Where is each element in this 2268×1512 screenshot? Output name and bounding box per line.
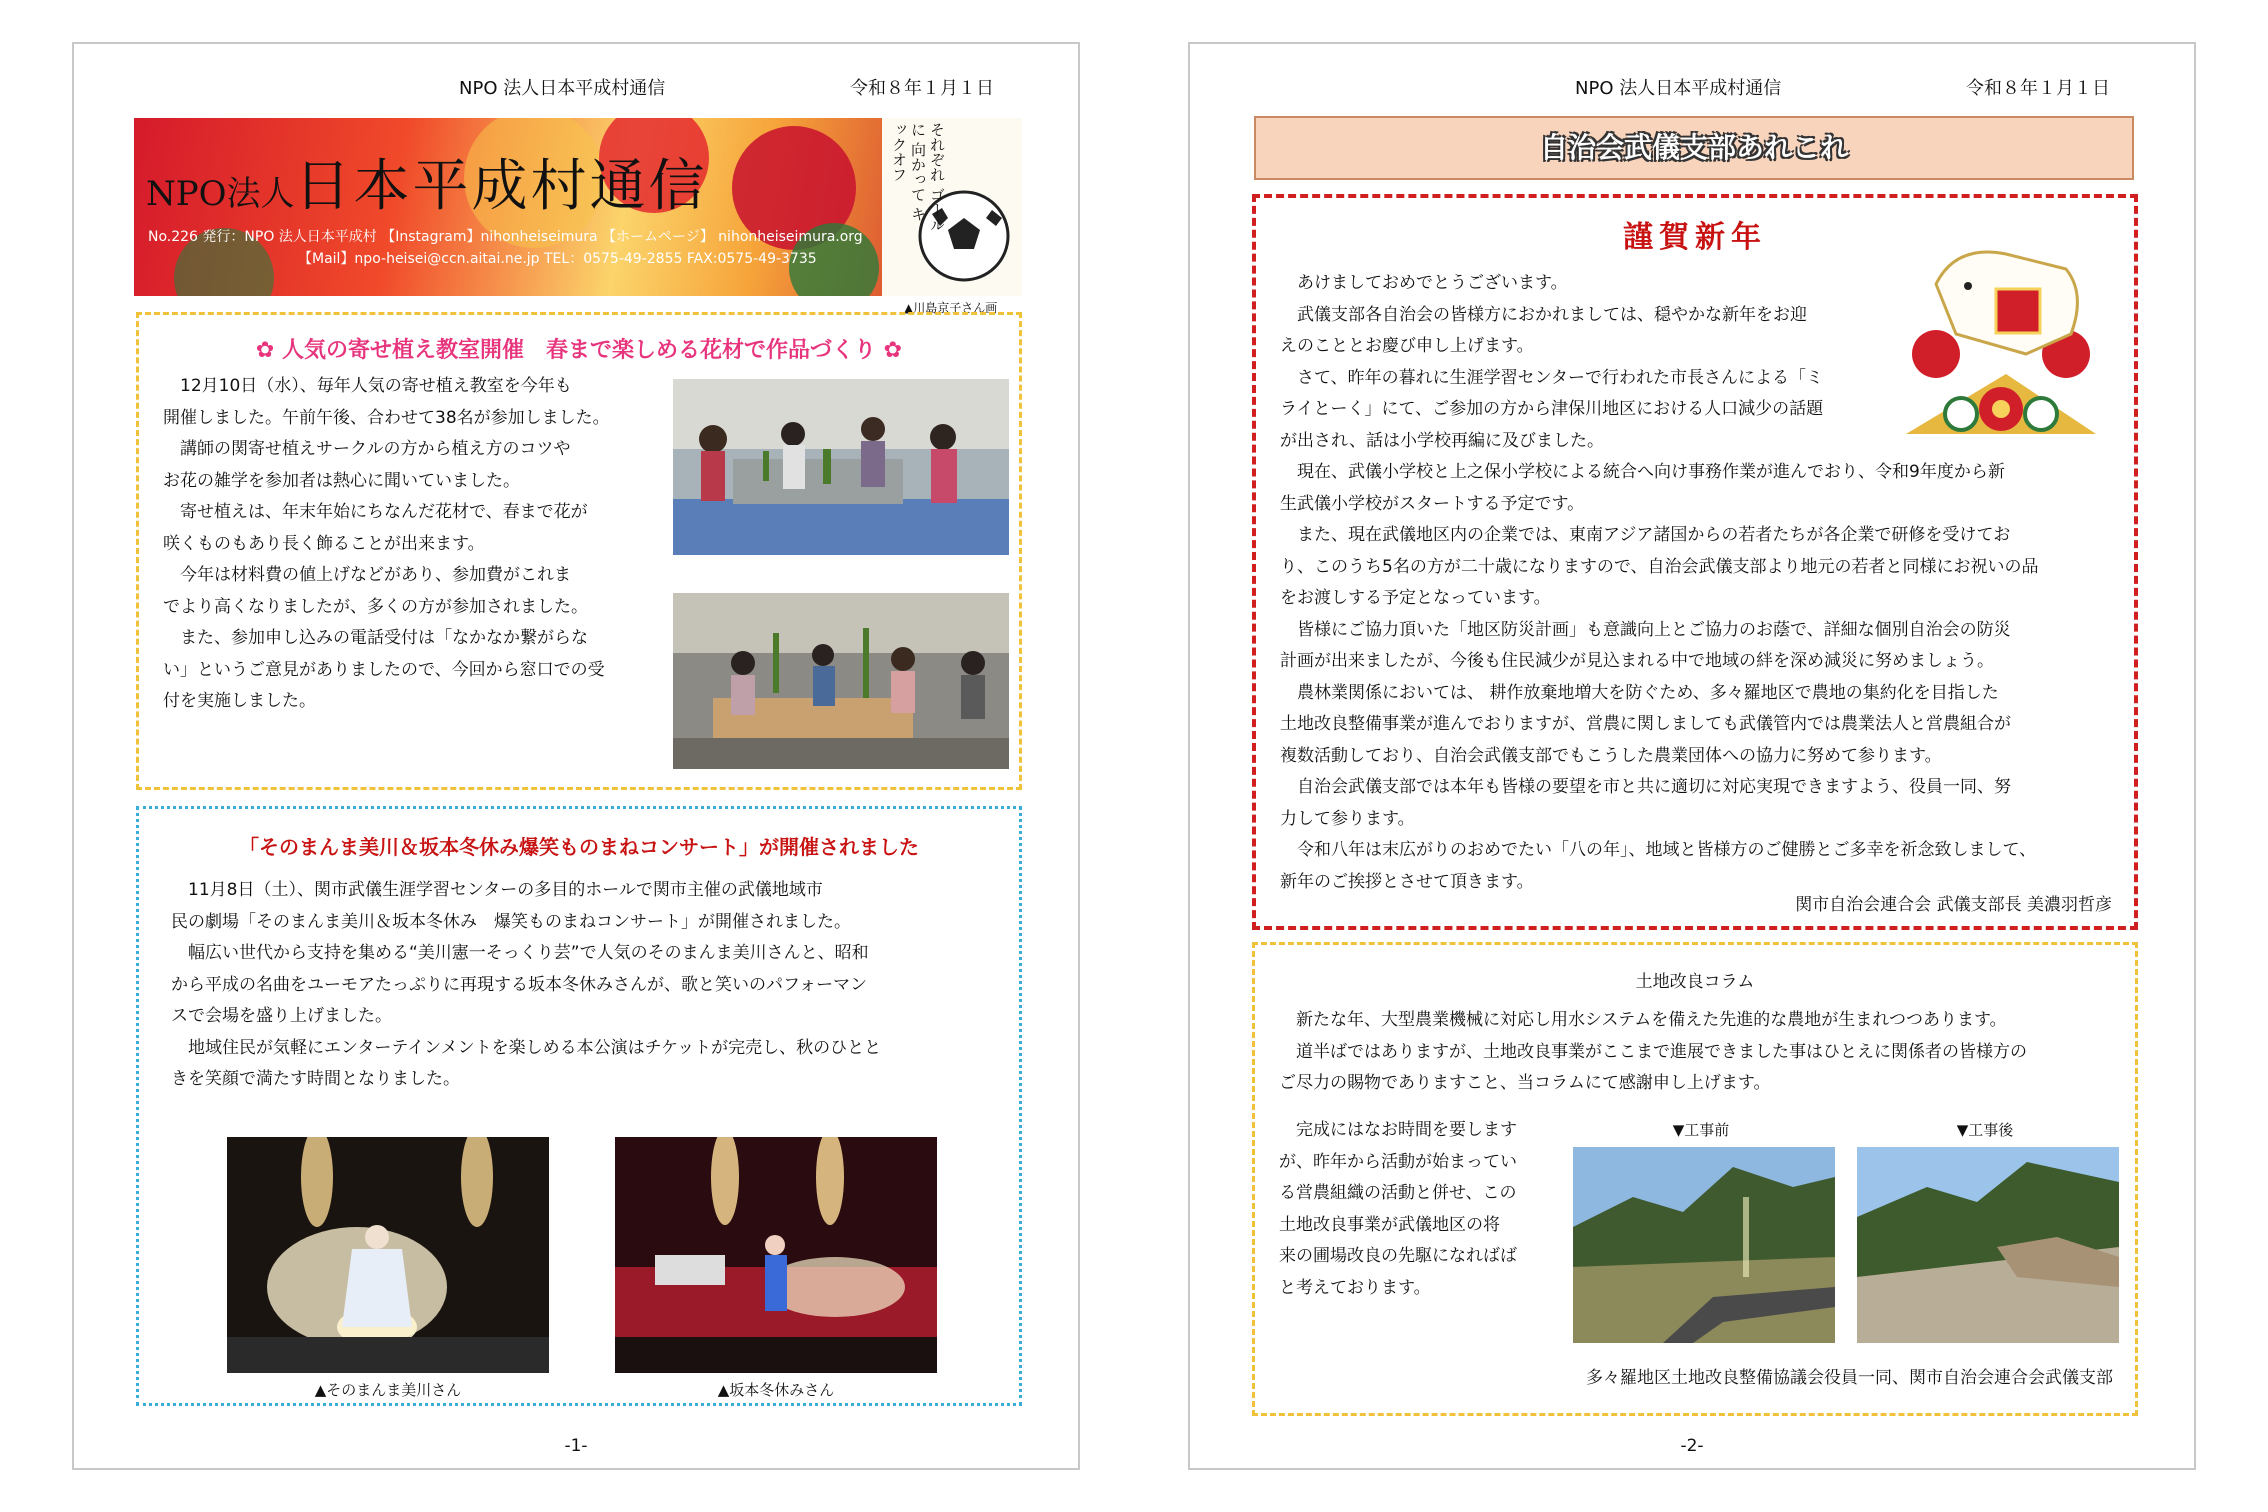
- article2-title: 「そのまんま美川＆坂本冬休み爆笑ものまねコンサート」が開催されました: [239, 835, 919, 859]
- header-date: 令和８年１月１日: [1966, 78, 2110, 99]
- artwork-text: それぞれ ゴールに 向かって キックオフ: [890, 122, 946, 232]
- masthead-info-line1: No.226 発行：NPO 法人日本平成村 【Instagram】nihonheiseimura 【ホームページ】 nihonheiseimura.org: [148, 229, 863, 245]
- page-number: -2-: [1680, 1436, 1704, 1456]
- caption-mikawa: ▲そのまんま美川さん: [314, 1381, 462, 1399]
- caption-before: ▼工事前: [1672, 1121, 1730, 1139]
- greeting-title: 謹賀新年: [1623, 220, 1767, 255]
- article2-body: 11月8日（土）、関市武儀生涯学習センターの多目的ホールで関市主催の武儀地域市 民の劇場「そのまんま美川＆坂本冬休み 爆笑ものまねコンサート」が開催されました。 幅広い世代から支持を集める“美川憲一そっくり芸”で人気のそのまんま美川さんと、昭和 から平成の名曲をユーモアたっぷりに再現する坂本冬休みさんが、歌と笑いのパフォーマン スで会場を盛り上げました。 地域住民が気軽にエンターテインメントを楽しめる本公演はチケットが完売し、秋のひとと きを笑顔で満たす時間となりました。: [171, 880, 882, 1089]
- greeting-signature: 関市自治会連合会 武儀支部長 美濃羽哲彦: [1795, 895, 2112, 915]
- column-body-left: 完成にはなお時間を要します が、昨年から活動が始まってい る営農組織の活動と併せ、この 土地改良事業が武儀地区の将 来の圃場改良の先駆になればば と考えております。: [1279, 1120, 1517, 1298]
- photo-workshop-2: [673, 593, 1009, 769]
- article1-title: ✿ 人気の寄せ植え教室開催 春まで楽しめる花材で作品づくり ✿: [255, 338, 903, 363]
- photo-mikawa: [227, 1137, 549, 1373]
- article-flower-arrangement: [136, 312, 1022, 790]
- article-concert: [136, 806, 1022, 1406]
- newsletter-page-2: [1188, 42, 2196, 1470]
- masthead-title-big: 日本平成村通信: [294, 154, 708, 219]
- header-publication: NPO 法人日本平成村通信: [459, 78, 666, 99]
- header-date: 令和８年１月１日: [850, 78, 994, 99]
- masthead-title-small: NPO法人: [146, 174, 295, 214]
- artwork-credit: ▲川島京子さん画: [904, 301, 998, 315]
- new-year-greeting: [1252, 194, 2138, 930]
- masthead-banner: [134, 118, 1022, 296]
- caption-after: ▼工事後: [1956, 1121, 2014, 1139]
- photo-sakamoto: [615, 1137, 937, 1373]
- greeting-body: あけましておめでとうございます。 武儀支部各自治会の皆様方におかれましては、穏やかな新年をお迎 えのこととお慶び申し上げます。 さて、昨年の暮れに生涯学習センターで行われた市長さんによる「ミ ライとーく」にて、ご参加の方から津保川地区における人口減少の話題 が出され、話は小学校再編に及びました。 現在、武儀小学校と上之保小学校による統合へ向け事務作業が進んでおり、令和9年度から新 生武儀小学校がスタートする予定です。 また、現在武儀地区内の企業では、東南アジア諸国からの若者たちが各企業で研修を受けてお り、このうち5名の方が二十歳になりますので、自治会武儀支部より地元の若者と同様にお祝いの品 をお渡しする予定となっています。 皆様にご協力頂いた「地区防災計画」も意識向上とご協力のお蔭で、詳細な個別自治会の防災 計画が出来ましたが、今後も住民減少が見込まれる中で地域の絆を深め減災に努めましょう。 農林業関係においては、 耕作放棄地増大を防ぐため、多々羅地区で農地の集約化を目指した 土地改良整備事業が進んでおりますが、営農に関しましても武儀管内では農業法人と営農組合が 複数活動しており、自治会武儀支部でもこうした農業団体への協力に努めて参ります。 自治会武儀支部では本年も皆様の要望を市と共に適切に対応実現できますよう、役員一同、努 力して参ります。 令和八年は末広がりのおめでたい「八の年」、地域と皆様方のご健勝とご多幸を祈念致しまして、 新年のご挨拶とさせて頂きます。: [1280, 273, 2039, 892]
- masthead-info: [148, 226, 863, 270]
- photo-before-construction: [1573, 1147, 1835, 1343]
- article1-body: 12月10日（水）、毎年人気の寄せ植え教室を今年も 開催しました。午前午後、合わせて38名が参加しました。 講師の関寄せ植えサークルの方から植え方のコツや お花の雑学を参加者は熱心に聞いていました。 寄せ植えは、年末年始にちなんだ花材で、春まで花が 咲くものもあり長く飾ることが出来ます。 今年は材料費の値上げなどがあり、参加費がこれま でより高くなりましたが、多くの方が参加されました。 また、参加申し込みの電話受付は「なかなか繋がらな い」というご意見がありましたので、今回から窓口での受 付を実施しました。: [163, 376, 610, 711]
- header-publication: NPO 法人日本平成村通信: [1575, 78, 1782, 99]
- caption-sakamoto: ▲坂本冬休みさん: [717, 1381, 835, 1399]
- masthead-info-line2: 【Mail】npo-heisei@ccn.aitai.ne.jp TEL：0575-49-2855 FAX:0575-49-3735: [298, 251, 817, 267]
- masthead-title: [146, 142, 708, 222]
- photo-workshop-1: [673, 379, 1009, 555]
- column-signature: 多々羅地区土地改良整備協議会役員一同、関市自治会連合会武儀支部: [1586, 1368, 2113, 1388]
- newsletter-page-1: [72, 42, 1080, 1470]
- column-body-top: 新たな年、大型農業機械に対応し用水システムを備えた先進的な農地が生まれつつあります。 道半ばではありますが、土地改良事業がここまで進展できました事はひとえに関係者の皆様方の ご尽力の賜物でありますこと、当コラムにて感謝申し上げます。: [1279, 1010, 2027, 1093]
- photo-after-construction: [1857, 1147, 2119, 1343]
- land-improvement-column: [1252, 942, 2138, 1416]
- column-title: 土地改良コラム: [1635, 972, 1755, 992]
- soccer-ball-artwork: [882, 118, 1022, 296]
- section-title: 自治会武儀支部あれこれ: [1254, 116, 2134, 180]
- page-number: -1-: [564, 1436, 588, 1456]
